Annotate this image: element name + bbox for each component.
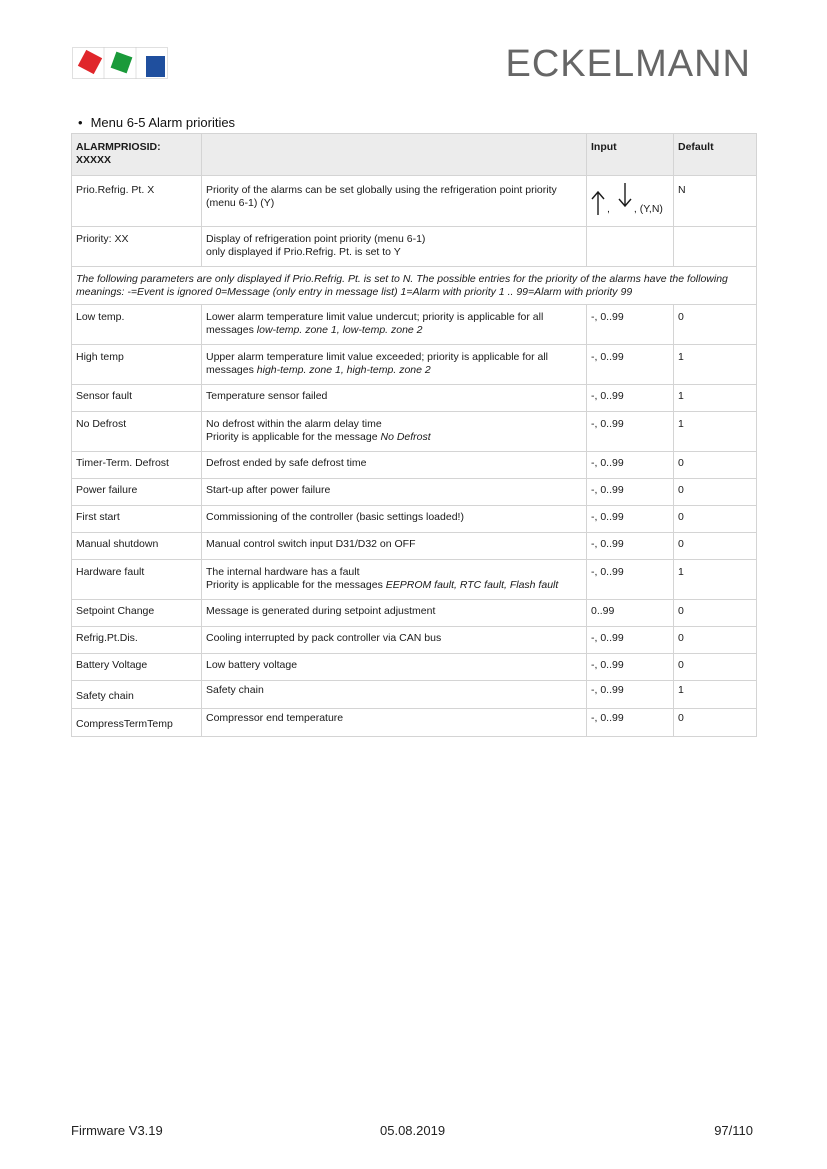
param-input: -, 0..99: [587, 479, 674, 506]
param-default: 1: [674, 560, 757, 600]
param-default: 0: [674, 600, 757, 627]
table-header-row: [72, 134, 757, 176]
desc-line: No defrost within the alarm delay time: [206, 418, 382, 430]
param-description: Commissioning of the controller (basic settings loaded!): [202, 506, 587, 533]
param-name: Safety chain: [72, 681, 202, 709]
table-row: [72, 627, 757, 654]
header-default: Default: [674, 134, 757, 176]
param-default: 0: [674, 452, 757, 479]
table-row: [72, 305, 757, 345]
desc-text: Upper alarm temperature limit value exceeded; priority is applicable for all messages: [206, 351, 548, 376]
param-name: First start: [72, 506, 202, 533]
param-description: Message is generated during setpoint adjustment: [202, 600, 587, 627]
param-default: 0: [674, 627, 757, 654]
param-input: [587, 227, 674, 267]
header-param: ALARMPRIOSID: XXXXX: [72, 134, 202, 176]
param-name: Battery Voltage: [72, 654, 202, 681]
table-row: [72, 479, 757, 506]
table-note: The following parameters are only displayed if Prio.Refrig. Pt. is set to N. The possible entries for the priority of the alarms have the following meanings: -=Event is ignored 0=Message (only entry in message list) 1=Alarm with priority 1 .. 99=Alarm with priority 99: [72, 267, 757, 305]
param-default: 0: [674, 506, 757, 533]
alarm-priorities-table: [71, 133, 757, 737]
table-row: [72, 412, 757, 452]
table-row: [72, 227, 757, 267]
table-row: [72, 176, 757, 227]
param-description: Manual control switch input D31/D32 on OFF: [202, 533, 587, 560]
desc-text: Lower alarm temperature limit value undercut; priority is applicable for all messages: [206, 311, 544, 336]
param-input: -, 0..99: [587, 681, 674, 709]
param-default: 0: [674, 533, 757, 560]
param-input: -, 0..99: [587, 345, 674, 385]
table-row: [72, 654, 757, 681]
param-input: -, 0..99: [587, 654, 674, 681]
param-description: [202, 412, 587, 452]
param-input: -, 0..99: [587, 506, 674, 533]
param-description: Low battery voltage: [202, 654, 587, 681]
table-row: [72, 506, 757, 533]
param-name: Setpoint Change: [72, 600, 202, 627]
table-row: [72, 560, 757, 600]
arrow-up-icon: [591, 190, 605, 216]
param-input: 0..99: [587, 600, 674, 627]
param-name: Low temp.: [72, 305, 202, 345]
arrow-down-icon: [618, 182, 632, 208]
brand-name: ECKELMANN: [505, 43, 751, 85]
param-name: Hardware fault: [72, 560, 202, 600]
param-default: [674, 227, 757, 267]
param-name: Timer-Term. Defrost: [72, 452, 202, 479]
param-default: 1: [674, 681, 757, 709]
param-name: No Defrost: [72, 412, 202, 452]
param-description: Safety chain: [202, 681, 587, 709]
header-input: Input: [587, 134, 674, 176]
footer-firmware: Firmware V3.19: [71, 1123, 163, 1138]
desc-line: Display of refrigeration point priority (menu 6-1): [206, 233, 426, 245]
param-input: -, 0..99: [587, 385, 674, 412]
table-row: [72, 533, 757, 560]
param-description: [202, 305, 587, 345]
blue-square-icon: [146, 56, 165, 77]
table-note-row: [72, 267, 757, 305]
input-options: , (Y,N): [633, 203, 663, 215]
header-description: [202, 134, 587, 176]
param-input: -, 0..99: [587, 533, 674, 560]
param-description: Cooling interrupted by pack controller via CAN bus: [202, 627, 587, 654]
desc-italic: high-temp. zone 1, high-temp. zone 2: [256, 363, 431, 376]
param-name: High temp: [72, 345, 202, 385]
bullet: •: [78, 115, 83, 130]
param-description: Priority of the alarms can be set globally using the refrigeration point priority (menu 6-1) (Y): [202, 176, 587, 227]
param-name: Priority: XX: [72, 227, 202, 267]
param-default: 1: [674, 385, 757, 412]
param-description: [202, 227, 587, 267]
desc-italic: EEPROM fault, RTC fault, Flash fault: [385, 578, 559, 591]
param-description: [202, 560, 587, 600]
param-default: N: [674, 176, 757, 227]
param-name: CompressTermTemp: [72, 709, 202, 737]
param-input: -, 0..99: [587, 412, 674, 452]
param-default: 1: [674, 412, 757, 452]
param-default: 0: [674, 654, 757, 681]
desc-text: Priority is applicable for the messages: [206, 578, 386, 591]
input-separator: ,: [607, 203, 610, 215]
table-row: [72, 681, 757, 709]
desc-line: The internal hardware has a fault: [206, 566, 360, 578]
desc-line: [206, 431, 582, 444]
param-input: -, 0..99: [587, 560, 674, 600]
param-description: Temperature sensor failed: [202, 385, 587, 412]
table-row: [72, 600, 757, 627]
table-row: [72, 452, 757, 479]
section-title-text: Menu 6-5 Alarm priorities: [90, 115, 236, 130]
param-input: -, 0..99: [587, 452, 674, 479]
param-input: [587, 176, 674, 227]
desc-text: Priority is applicable for the message: [206, 430, 381, 443]
param-default: 1: [674, 345, 757, 385]
param-default: 0: [674, 305, 757, 345]
desc-line: [206, 579, 582, 592]
desc-line: only displayed if Prio.Refrig. Pt. is set to Y: [206, 245, 401, 258]
param-description: [202, 345, 587, 385]
desc-italic: No Defrost: [380, 430, 431, 443]
table-row: [72, 709, 757, 737]
table-row: [72, 385, 757, 412]
param-name: Sensor fault: [72, 385, 202, 412]
table-row: [72, 345, 757, 385]
param-name: Manual shutdown: [72, 533, 202, 560]
param-name: Refrig.Pt.Dis.: [72, 627, 202, 654]
param-input: -, 0..99: [587, 627, 674, 654]
param-description: Compressor end temperature: [202, 709, 587, 737]
desc-italic: low-temp. zone 1, low-temp. zone 2: [256, 323, 423, 336]
footer-page-number: 97/110: [714, 1123, 753, 1138]
param-description: Start-up after power failure: [202, 479, 587, 506]
param-input: -, 0..99: [587, 305, 674, 345]
footer-date: 05.08.2019: [380, 1123, 446, 1138]
param-input: -, 0..99: [587, 709, 674, 737]
param-default: 0: [674, 479, 757, 506]
param-name: Power failure: [72, 479, 202, 506]
param-description: Defrost ended by safe defrost time: [202, 452, 587, 479]
param-name: Prio.Refrig. Pt. X: [72, 176, 202, 227]
eckelmann-logo: [72, 47, 168, 79]
param-default: 0: [674, 709, 757, 737]
section-title: [78, 115, 235, 130]
